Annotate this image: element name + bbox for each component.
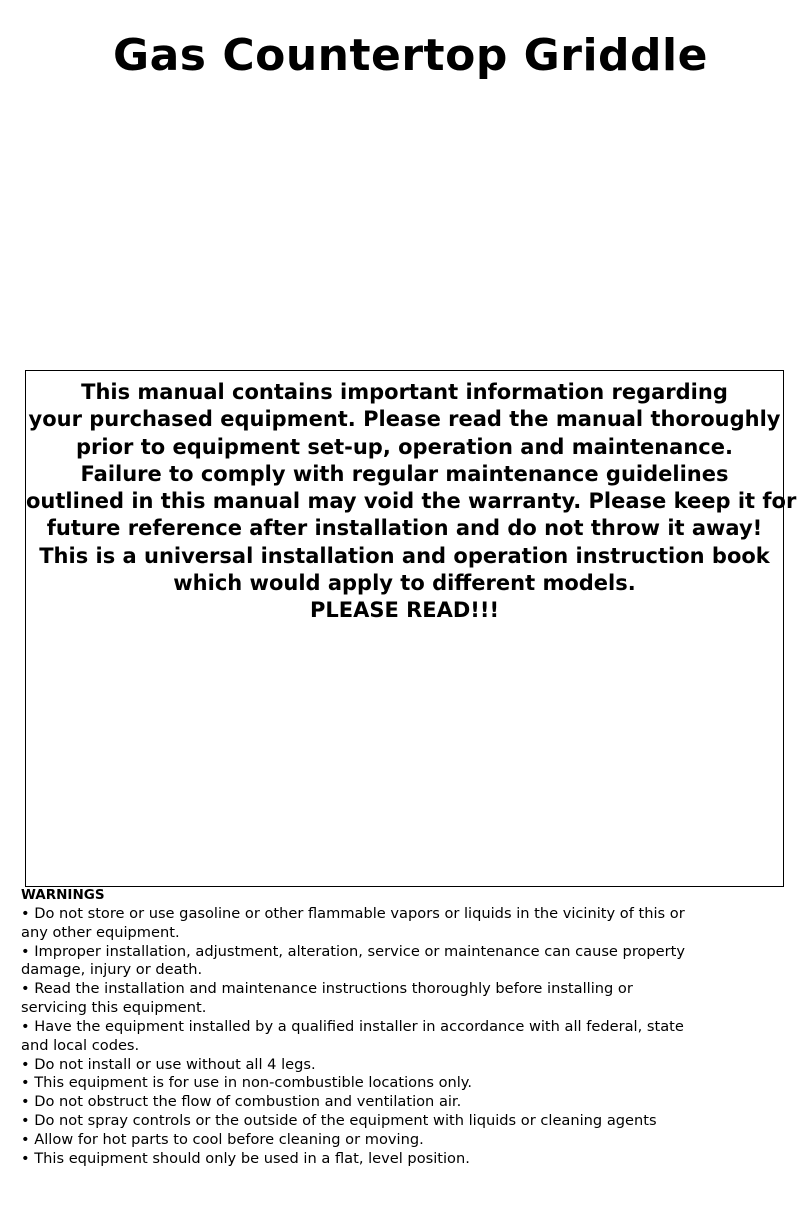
notice-line: This is a universal installation and operation instruction book bbox=[39, 543, 770, 568]
warning-line: • This equipment is for use in non-combustible locations only. bbox=[21, 1074, 473, 1092]
notice-line: prior to equipment set-up, operation and maintenance. bbox=[76, 434, 733, 459]
warning-line: servicing this equipment. bbox=[21, 999, 207, 1017]
warning-line: damage, injury or death. bbox=[21, 961, 203, 979]
warning-line: • This equipment should only be used in a flat, level position. bbox=[21, 1149, 470, 1167]
warnings-heading: WARNINGS bbox=[21, 887, 105, 903]
notice-line: PLEASE READ!!! bbox=[309, 598, 500, 623]
warning-line: • Allow for hot parts to cool before cleaning or moving. bbox=[21, 1130, 424, 1148]
warning-line: • Improper installation, adjustment, alteration, service or maintenance can cause property bbox=[21, 942, 686, 960]
warning-line: and local codes. bbox=[21, 1036, 140, 1054]
warning-line: • Have the equipment installed by a qualified installer in accordance with all federal, state bbox=[21, 1017, 684, 1035]
warning-line: • Do not install or use without all 4 legs. bbox=[21, 1055, 316, 1073]
warning-line: • Do not store or use gasoline or other flammable vapors or liquids in the vicinity of this or bbox=[21, 904, 685, 922]
important-notice-box bbox=[25, 370, 797, 887]
warning-line: • Do not obstruct the flow of combustion and ventilation air. bbox=[21, 1093, 462, 1111]
warning-line: • Do not spray controls or the outside of the equipment with liquids or cleaning agents bbox=[21, 1112, 657, 1130]
warning-line: any other equipment. bbox=[21, 923, 180, 941]
notice-line: outlined in this manual may void the warranty. Please keep it for bbox=[26, 489, 797, 514]
warning-line: • Read the installation and maintenance instructions thoroughly before installing or bbox=[21, 980, 633, 998]
notice-line: your purchased equipment. Please read the manual thoroughly bbox=[28, 407, 781, 432]
notice-line: This manual contains important information regarding bbox=[81, 380, 728, 404]
warnings-section bbox=[21, 886, 781, 1169]
notice-text bbox=[26, 379, 797, 625]
notice-line: future reference after installation and do not throw it away! bbox=[46, 516, 763, 541]
notice-line: Failure to comply with regular maintenance guidelines bbox=[80, 461, 729, 486]
notice-line: which would apply to different models. bbox=[173, 571, 636, 596]
document-title: Gas Countertop Griddle bbox=[113, 30, 708, 81]
